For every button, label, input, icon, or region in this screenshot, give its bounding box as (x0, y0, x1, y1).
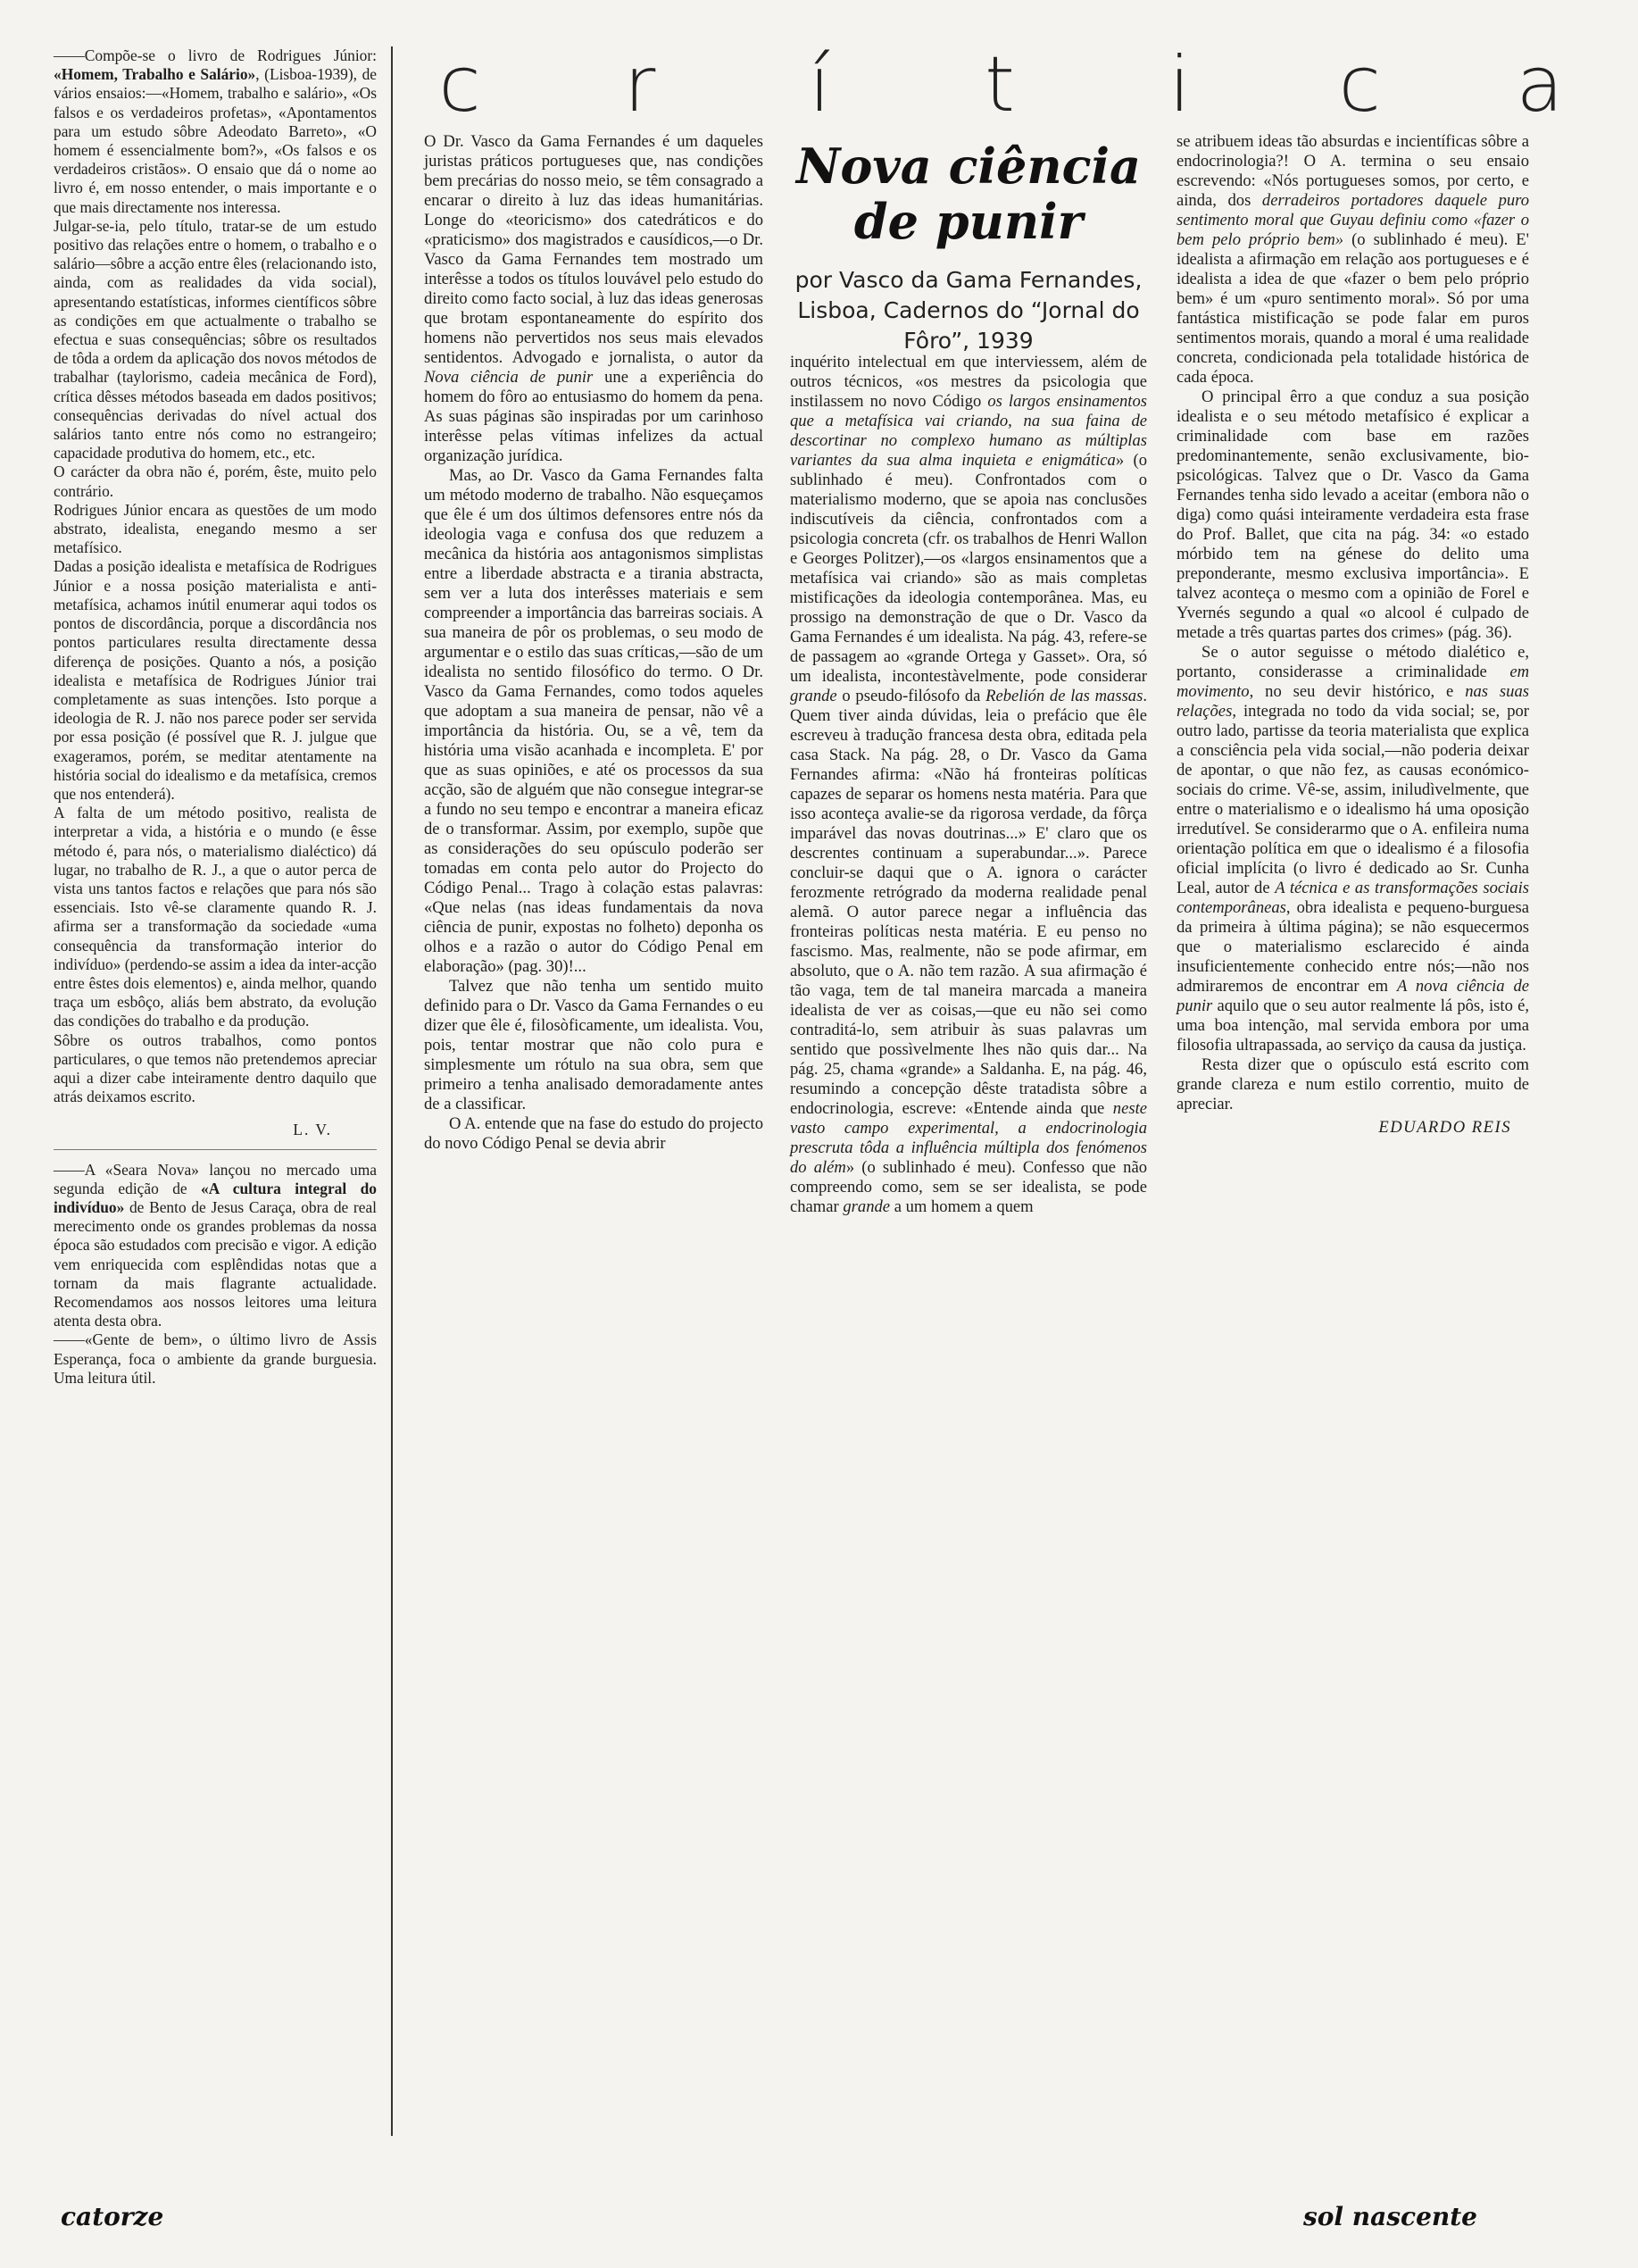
publication-name-footer: sol nascente (1302, 2202, 1477, 2231)
col4-italic: nas suas relações (1177, 682, 1529, 721)
col4-italic: em movimento (1177, 663, 1529, 701)
review1-paragraph-4: Rodrigues Júnior encara as questões de um modo abstrato, idealista, enegando mesmo a ser metafísico. (54, 500, 377, 557)
col4-text: , obra idealista e pequeno-burguesa da primeira à última página); se não esquecermos que o materialismo esclarecido é ainda insuficientemente conhecido entre nós;—não nos admiraremos de encontrar em (1177, 898, 1529, 996)
col3-italic-word: grande (790, 687, 837, 705)
article-column-3 (1177, 132, 1529, 1138)
col3-text: a um homem a quem (890, 1197, 1034, 1216)
review1-paragraph-2: Julgar-se-ia, pelo título, tratar-se de um estudo positivo das relações entre o homem, o trabalho e o salário—sôbre a acção entre êles (relacionando isto, ainda, com as realidades da vida social), apresentando estatísticas, informes científicos sôbre as condições em que actualmente o trabalho se efectua e suas consequências; sôbre os resultados de tôda a ordem da aplicação dos novos métodos de trabalhar (taylorismo, cadeia mecânica de Ford), crítica dêsses métodos baseada em dados positivos; consequências derivadas do nível actual dos salários tanto entre nós como no estrangeiro; capacidade produtiva do homem, etc., etc. (54, 216, 377, 463)
col3-italic-quote: neste vasto campo experimental, a endocrinologia prescruta tôda a influência múltipla dos fenómenos do além (790, 1099, 1147, 1177)
col2-p1-text: O Dr. Vasco da Gama Fernandes é um daqueles juristas práticos portugueses que, nas condições bem precárias do nosso meio, se têm consagrado a encarar o direito à luz das ideas humanitárias. Longe do «teoricismo» dos catedráticos e do «praticismo» dos magistrados e causídicos,—o Dr. Vasco da Gama Fernandes tem mostrado um interêsse a todos os títulos louvável pelo estudo do direito como facto social, à luz das ideas generosas que brotam espontaneamente do espírito dos homens não pervertidos nos seus mais elevados sentidentos. Advogado e jornalista, o autor da (424, 132, 763, 367)
col3-italic-book-title: Rebelión de las massas (985, 687, 1143, 705)
col2-paragraph-1 (424, 132, 763, 466)
col4-paragraph-3 (1177, 643, 1529, 1055)
col3-italic-word: grande (843, 1197, 891, 1216)
col4-text: aquilo que o seu autor realmente lá pôs, isto é, uma boa intenção, mal servida embora por uma filosofia ultrapassada, ao serviço da causa da justiça. (1177, 996, 1529, 1055)
article-author: EDUARDO REIS (1378, 1118, 1511, 1137)
column-divider (391, 46, 393, 2136)
review1-paragraph-7: Sôbre os outros trabalhos, como pontos particulares, o que temos não pretendemos apreciar aqui a dizer cabe inteiramente dentro daquilo que atrás deixamos escrito. (54, 1030, 377, 1106)
col2-p1-end-text: une a experiência do homem do fôro ao entusiasmo do homem da pena. As suas páginas são inspiradas por um carinhoso interêsse pelas vítimas infelizes da actual organização jurídica. (424, 368, 763, 465)
article-title-block (790, 138, 1147, 356)
col3-text: » (o sublinhado é meu). Confesso que não compreendo como, sem se ser idealista, se pode chamar (790, 1158, 1148, 1216)
review1-paragraph-5: Dadas a posição idealista e metafísica de Rodrigues Júnior e a nossa posição materialista e anti-metafísica, achamos inútil enumerar aqui todos os pontos de discordância, porque a discordância nos pontos particulares resulta directamente dessa diferença de posições. Quanto a nós, a posição idealista e metafísica de Rodrigues Júnior trai completamente as suas intenções. Isto porque a ideologia de R. J. não nos parece poder ser servida por essa posição (é possível que R. J. julgue que exageramos, porém, se meditar atentamente na história social do idealismo e da metafísica, cremos que nos entenderá). (54, 557, 377, 803)
article-column-2 (790, 353, 1147, 1217)
col3-text: . Quem tiver ainda dúvidas, leia o prefácio que êle escreveu à tradução francesa desta obra, editada pela casa Stack. Na pág. 28, o Dr. Vasco da Gama Fernandes afirma: «Não há fronteiras políticas capazes de separar os homens nesta matéria. Para que isso aconteça avalie-se da rigorosa verdade, da fôrça imparável das novas doutrinas...» E' claro que os descrentes continuam a superabundar...». Parece concluir-se daqui que o A. ignora o carácter ferozmente retrógrado da moderna realidade penal alemã. O autor parece negar a influência das fronteiras políticas nesta matéria. E eu penso no fascismo. Mas, realmente, não se pode afirmar, em absoluto, que o A. não tem razão. A sua afirmação é tão vaga, tem de tal maneira marcada a maneira idealista de ver as coisas,—que eu não sei como contraditá-lo, sem atribuir às suas palavras um sentido que possìvelmente lhes não quis dar... Na pág. 25, chama «grande» a Saldanha. E, na pág. 46, resumindo a concepção dêste tratadista sôbre a endocrinologia, escreve: «Entende ainda que (790, 687, 1147, 1118)
page-number-footer: catorze (61, 2202, 164, 2231)
col4-italic-book-title: A técnica e as transformações sociais contemporâneas (1177, 879, 1529, 917)
review2-rest-text: de Bento de Jesus Caraça, obra de real merecimento onde os grandes problemas da nossa época são estudados com precisão e vigor. A edição vem enriquecida com esplêndidas notas que a tornam da mais flagrante actualidade. Recomendamos aos nossos leitores uma leitura atenta desta obra. (54, 1197, 377, 1330)
col2-p1-book-title: Nova ciência de punir (424, 368, 594, 387)
heading-letter: i (1168, 40, 1191, 129)
article-title-line-2: de punir (853, 193, 1084, 250)
col3-italic-quote: os largos ensinamentos que a metafísica vai criando, na sua faina de descortinar no complexo humano as múltiplas variantes da sua alma inquieta e enigmática (790, 392, 1147, 470)
short-reviews-column (54, 46, 377, 1388)
heading-letter: a (1516, 40, 1564, 129)
review1-intro-text: ——Compõe-se o livro de Rodrigues Júnior: (54, 46, 377, 64)
col4-text: se atribuem ideas tão absurdas e incientíficas sôbre a endocrinologia?! O A. termina o seu ensaio escrevendo: «Nós portugueses somos, por certo, e ainda, dos (1177, 132, 1529, 210)
review1-paragraph-3: O carácter da obra não é, porém, êste, muito pelo contrário. (54, 463, 377, 500)
heading-letter: c (438, 40, 481, 129)
review1-book-title: «Homem, Trabalho e Salário» (54, 65, 256, 84)
heading-letter: r (623, 40, 656, 129)
review1-paragraph-6: A falta de um método positivo, realista de interpretar a vida, a história e o mundo (e êsse método é, para nós, o materialismo dialéctico) dá lugar, no trabalho de R. J., a que o autor perca de vista uns tantos factos e relações que para nós são essenciais. Isto vê-se claramente quando R. J. afirma ser a transformação da sociedade «uma consequência da transformação interior do indivíduo» (perdendo-se assim a idea da inter-acção entre êstes dois elementos) e, ainda melhor, quando traça um esbôço, aliás bem abstrato, da evolução das condições do trabalho e da produção. (54, 804, 377, 1030)
article-subtitle: por Vasco da Gama Fernandes, Lisboa, Cadernos do “Jornal do Fôro”, 1939 (794, 267, 1143, 354)
heading-letter: c (1338, 40, 1381, 129)
review2-book-title: «A cultura integral do indivíduo» (54, 1179, 377, 1216)
review-rodrigues-junior-intro (54, 46, 377, 217)
col4-text: (o sublinhado é meu). E' idealista a afirmação em relação aos portugueses e é idealista a idea de que «fazer o bem pelo próprio bem» é um «puro sentimento moral». Só por uma fantástica mistificação se pode falar em puros sentimentos morais, quando a moral é uma realidade concreta, condicionada pela totalidade histórica de cada época. (1177, 230, 1529, 387)
col4-italic-quote: derradeiros portadores daquele puro sentimento moral que Guyau definiu como «fazer o bem pelo próprio bem» (1177, 191, 1529, 249)
col2-paragraph-2: Mas, ao Dr. Vasco da Gama Fernandes falta um método moderno de trabalho. Não esqueçamos que êle é um dos últimos defensores entre nós da ideologia vaga e confusa dos que reduzem a mecânica da história aos antagonismos simplistas entre a liberdade abstracta e a tirania abstracta, sem ver a luta dos interêsses materiais e sem compreender a importância das barreiras sociais. A sua maneira de pôr os problemas, o seu modo de argumentar e o estilo das suas críticas,—são de um idealista no sentido filosófico do termo. O Dr. Vasco da Gama Fernandes, como todos aqueles que adoptam a sua maneira de pensar, não vê a importância da história. Ou, se a vê, tem da história uma visão acanhada e incompleta. E' por que as suas opiniões, e até os processos da sua acção, são de alguém que não consegue integrar-se a fundo no seu tempo e encontrar a maneira eficaz de o transformar. Assim, por exemplo, supõe que as considerações do seu opúsculo poderão ser tomadas em conta pelo autor do Projecto do Código Penal... Trago à colação estas palavras: «Que nelas (nas ideas fundamentais da nova ciência de punir, expostas no folheto) deponha os olhos e a razão o autor do Código Penal em elaboração» (pag. 30)!... (424, 466, 763, 976)
review2-intro-text: ——A «Seara Nova» lançou no mercado uma segunda edição de (54, 1160, 377, 1197)
section-heading-critica (420, 40, 1580, 129)
col2-paragraph-3: Talvez que não tenha um sentido muito definido para o Dr. Vasco da Gama Fernandes o eu dizer que êle é, filosòficamente, um idealista. Vou, pois, tentar mostrar que não colo pura e simplesmente um rótulo na sua obra, sem que primeiro a tenha analisado demoradamente antes de a classificar. (424, 977, 763, 1113)
col4-text: Se o autor seguisse o método dialético e, portanto, considerasse a criminalidade (1177, 643, 1529, 681)
col2-paragraph-4: O A. entende que na fase do estudo do projecto do novo Código Penal se devia abrir (424, 1114, 763, 1153)
col3-paragraph-1 (790, 353, 1147, 1217)
review-divider (54, 1149, 377, 1150)
article-column-1 (424, 132, 763, 1154)
review1-rest-text: , (Lisboa-1939), de vários ensaios:—«Homem, trabalho e salário», «Os falsos e os verdadeiros profetas», «Apontamentos para um estudo sôbre Adeodato Barreto», «O homem é essencialmente bom?», «Os falsos e os verdadeiros cristãos». O ensaio que dá o nome ao livro é, em nosso entender, o mais importante e o que mais directamente nos interessa. (54, 65, 377, 216)
col4-text: , integrada no todo da vida social; se, por outro lado, partisse da teoria materialista que explica a consciência pela vida social,—não poderia deixar de apontar, o que não fez, as causas económico-sociais do crime. Vê-se, assim, iniludìvelmente, que entre o materialismo e o idealismo há uma oposição irredutível. Se considerarmo que o A. enfileira numa orientação política em que o idealismo é a filosofia oficial implícita (o livro é dedicado ao Sr. Cunha Leal, autor de (1177, 702, 1529, 897)
heading-letter: í (809, 40, 831, 129)
review1-signature: L. V. (293, 1121, 332, 1139)
col4-paragraph-4: Resta dizer que o opúsculo está escrito com grande clareza e num estilo correntio, muito de apreciar. (1177, 1055, 1529, 1113)
article-title-line-1: Nova ciência (796, 138, 1141, 195)
review-gente-de-bem: ——«Gente de bem», o último livro de Assis Esperança, foca o ambiente da grande burguesia. Uma leitura útil. (54, 1330, 377, 1387)
col3-text: inquérito intelectual em que interviessem, além de outros técnicos, «os mestres da psicologia que instilassem no novo Código (790, 353, 1147, 411)
col4-italic-book-title: A nova ciência de punir (1177, 977, 1529, 1015)
heading-letter: t (985, 40, 1015, 129)
review-cultura-integral (54, 1161, 377, 1331)
col4-paragraph-2: O principal êrro a que conduz a sua posição idealista e o seu método metafísico é explicar a criminalidade com base em razões predominantemente, senão exclusivamente, bio-psicológicas. Talvez que o Dr. Vasco da Gama Fernandes tenha sido levado a aceitar (embora não o diga) como quási inteiramente verdadeira esta frase do Prof. Ballet, que cita na pág. 34: «o estado mórbido tem na génese do delito uma preponderante, mesmo exclusiva importância». E talvez aconteça o mesmo com a opinião de Forel e Yvernés segundo a qual «o alcool é culpado de metade a três quartas partes dos crimes» (pág. 36). (1177, 388, 1529, 642)
col3-text: » (o sublinhado é meu). Confrontados com o materialismo moderno, que se apoia nas conclusões indiscutíveis da ciência, confrontados com a psicologia concreta (cfr. os trabalhos de Henri Wallon e Georges Politzer),—os «largos ensinamentos que a metafísica vai criando» são as mais completas mistificações da ideologia contemporânea. Mas, eu prossigo na demonstração de que o Dr. Vasco da Gama Fernandes é um idealista. Na pág. 43, refere-se de passagem ao «grande Ortega y Gasset». Ora, só um idealista, incontestàvelmente, pode considerar (790, 451, 1147, 686)
col4-paragraph-1 (1177, 132, 1529, 388)
col3-text: o pseudo-filósofo da (836, 687, 986, 705)
col4-text: , no seu devir histórico, e (1249, 682, 1466, 701)
